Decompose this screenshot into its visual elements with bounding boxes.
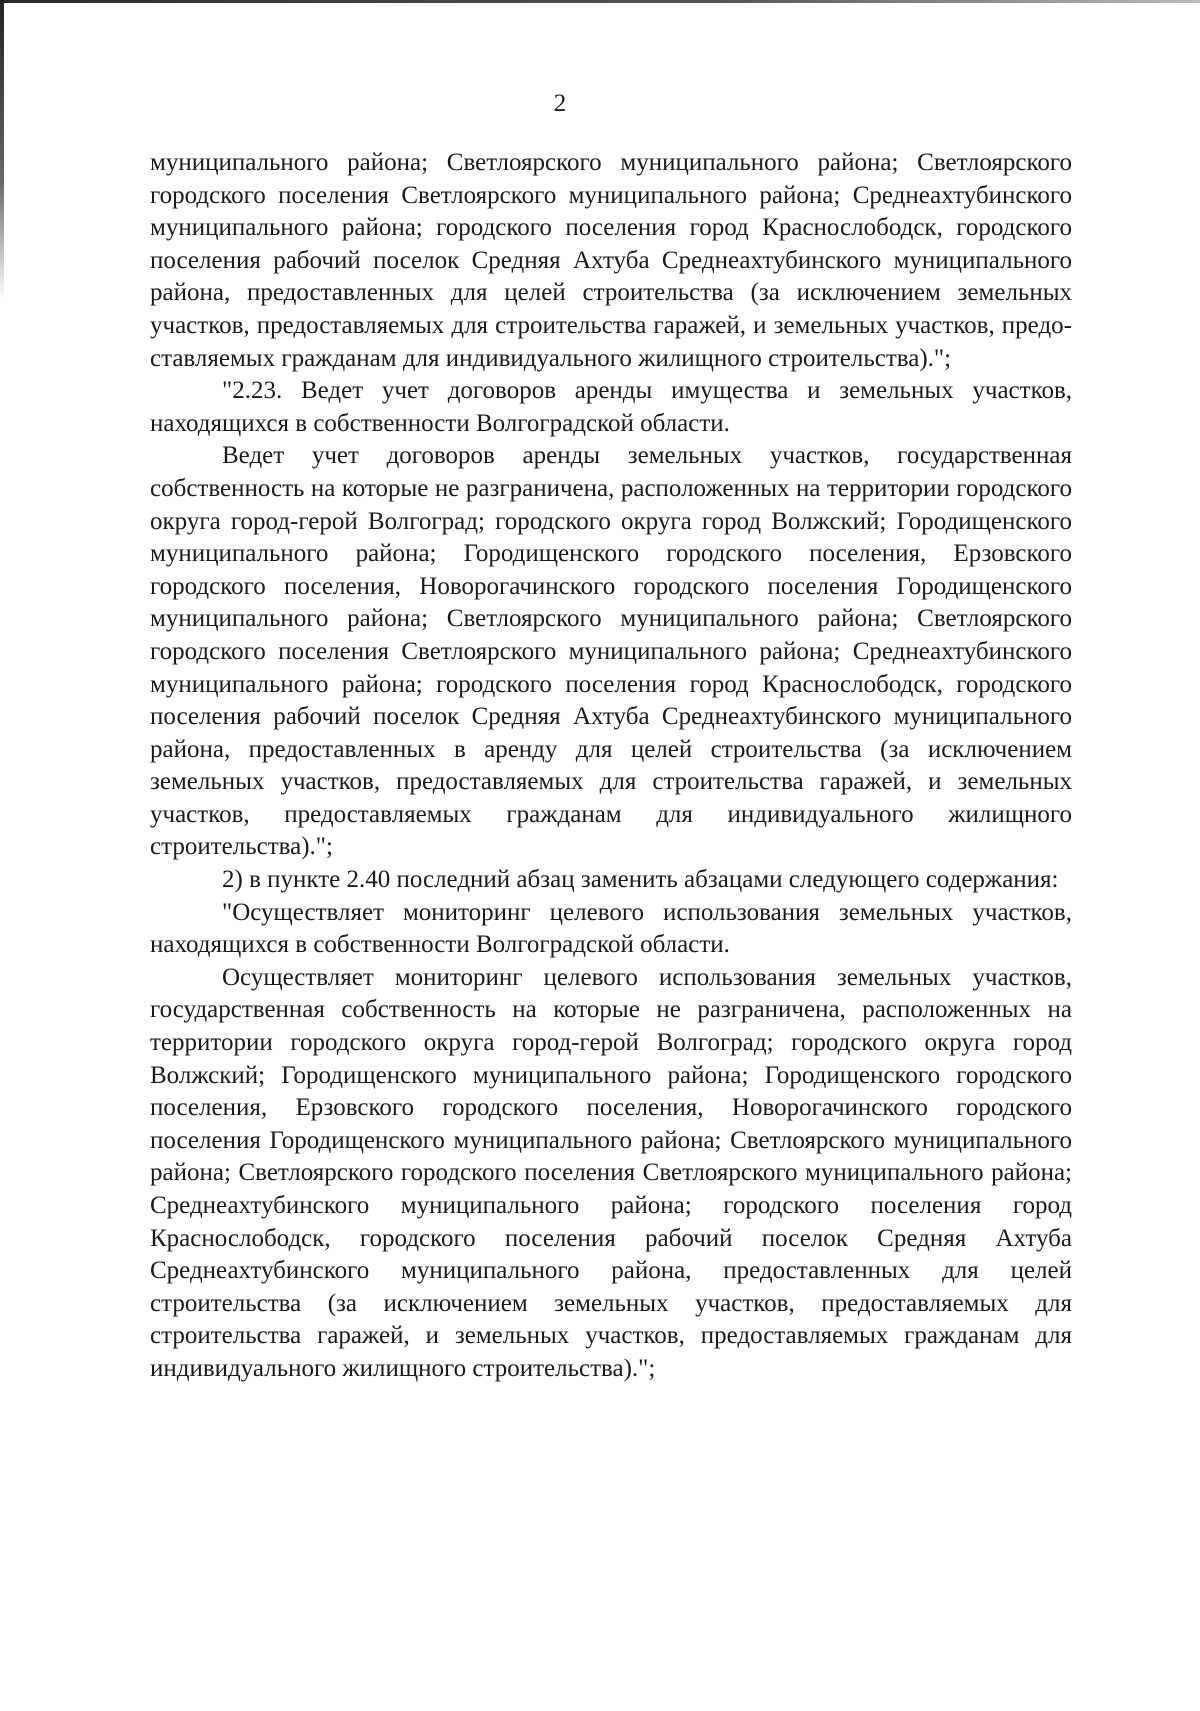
document-body xyxy=(150,147,1072,1386)
paragraph-amendment-2-40: 2) в пункте 2.40 последний абзац заменить абзацами следующего содержания: xyxy=(222,866,1059,894)
paragraph-monitoring-unallocated: Осуществляет мониторинг целевого использования земельных участков, государственная собственность на которые не разграничена, расположенных на территории городского округа город-герой Волгоград; городского округа город Волжский; Городищенского муниципального района; Городищенского городского поселения, Ерзовского городского поселения, Новорогачинского городского поселения Городищенского муниципального района; Светлоярского муниципального района; Светлоярского городского поселения Светлоярского муниципального района; Среднеахтубинского муниципального района; городского поселения город Краснослободск, городского поселения рабочий поселок Средняя Ахтуба Среднеахтубинского муниципального района, предоставленных для целей строительства (за исключением земельных участков, предоставляемых для строительства гаражей, и земельных участков, предоставляемых гражданам для индивидуального жилищного строительства)."; xyxy=(150,963,1072,1382)
scan-edge-top xyxy=(0,0,1200,3)
scan-edge-left xyxy=(0,0,4,300)
paragraph-lease-accounting: Ведет учет договоров аренды земельных участков, государственная собственность на которые не разграничена, расположенных на территории городского округа город-герой Волгоград; городского округа город Волжский; Городищенского муниципального района; Городищенского городского поселения, Ерзовского городского поселения, Новорогачинского городского поселения Городищенского муниципального района; Светлоярского муниципального района; Светлоярского городского поселения Светлоярского муниципального района; Среднеахтубинского муниципального района; городского поселения город Краснослободск, городского поселения рабочий поселок Средняя Ахтуба Среднеахтубинского муниципального района, предоставленных в аренду для целей строительства (за исключением земельных участков, предоставляемых для строительства гаражей, и земельных участков, предоставляемых гражданам для индивидуального жилищного строительства)."; xyxy=(150,442,1072,861)
paragraph-clause-2-23: "2.23. Ведет учет договоров аренды имущества и земельных участков, находящихся в собственности Волгоградской области. xyxy=(150,377,1072,437)
paragraph-continuation: муниципального района; Светлоярского муниципального района; Светлоярского городского поселения Светлоярского муниципального района; Среднеахтубинского муниципального района; городского поселения город Краснослободск, городского поселения рабочий поселок Средняя Ахтуба Среднеахтубинского муниципального района, предоставленных для целей строительства (за исключением земельных участков, предоставляемых для строительства гаражей, и земельных участков, предоставляемых гражданам для индивидуального жилищного строительства)."; xyxy=(150,149,1072,372)
page-number: 2 xyxy=(553,90,567,117)
paragraph-monitoring-regional: "Осуществляет мониторинг целевого использования земельных участков, находящихся в собственности Волгоградской области. xyxy=(150,898,1072,959)
